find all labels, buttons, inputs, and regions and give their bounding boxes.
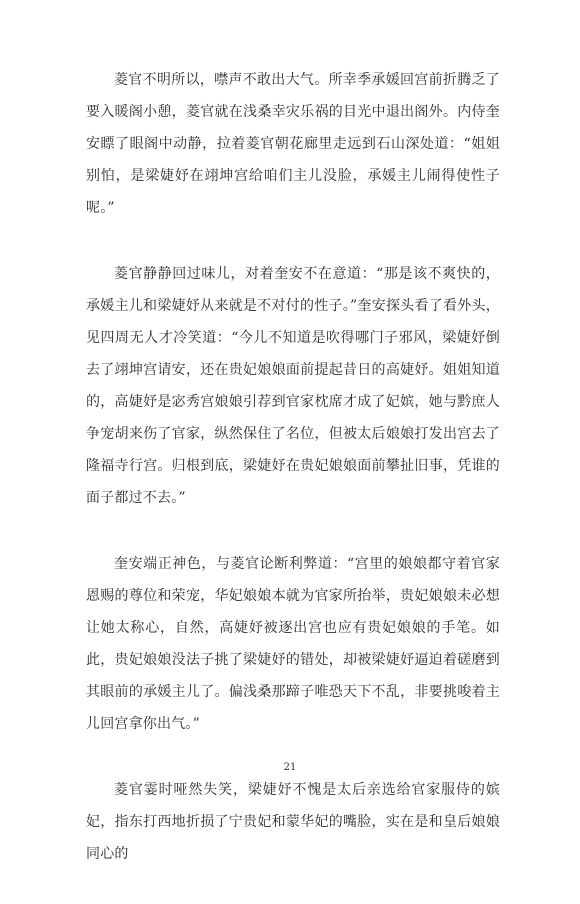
paragraph-2: 菱官静静回过味儿，对着奎安不在意道：“那是该不爽快的，承媛主儿和梁婕妤从来就是不对付的性子。”奎安探头看了看外头，见四周无人才冷笑道：“今儿不知道是吹得哪门子邪风，梁婕妤倒去了翊坤宫请安，还在贵妃娘娘面前提起昔日的高婕妤。姐姐知道的，高婕妤是宓秀宫娘娘引荐到官家枕席才成了妃嫔，她与黔庶人争宠胡来伤了官家，纵然保住了名位，但被太后娘娘打发出宫去了隆福寺行宫。归根到底，梁婕妤在贵妃娘娘面前攀扯旧事，凭谁的面子都过不去。”: [86, 266, 500, 506]
paragraph-1: 菱官不明所以，噤声不敢出大气。所幸季承媛回宫前折腾乏了要入暖阁小憩，菱官就在浅桑幸灾乐祸的目光中退出阁外。内侍奎安瞟了眼阁中动静，拉着菱官朝花廊里走远到石山深处道：“姐姐别怕，是梁婕妤在翊坤宫给咱们主儿没脸，承媛主儿闹得使性子呢。”: [86, 72, 500, 216]
body-text: [86, 64, 500, 904]
paragraph-3: 奎安端正神色，与菱官论断利弊道：“宫里的娘娘都守着官家恩赐的尊位和荣宠，华妃娘娘本就为官家所抬举，贵妃娘娘未必想让她太称心，自然，高婕妤被逐出宫也应有贵妃娘娘的手笔。如此，贵妃娘娘没法子挑了梁婕妤的错处，却被梁婕妤逼迫着磋磨到其眼前的承媛主儿了。偏浅桑那蹄子唯恐天下不乱，非要挑唆着主儿回宫拿你出气。”: [86, 556, 500, 732]
page-number: 21: [283, 762, 297, 773]
paragraph-4: 菱官霎时哑然失笑，梁婕妤不愧是太后亲选给官家服侍的嫔妃，指东打西地折损了宁贵妃和蒙华妃的嘴脸，实在是和皇后娘娘同心的: [86, 782, 500, 862]
